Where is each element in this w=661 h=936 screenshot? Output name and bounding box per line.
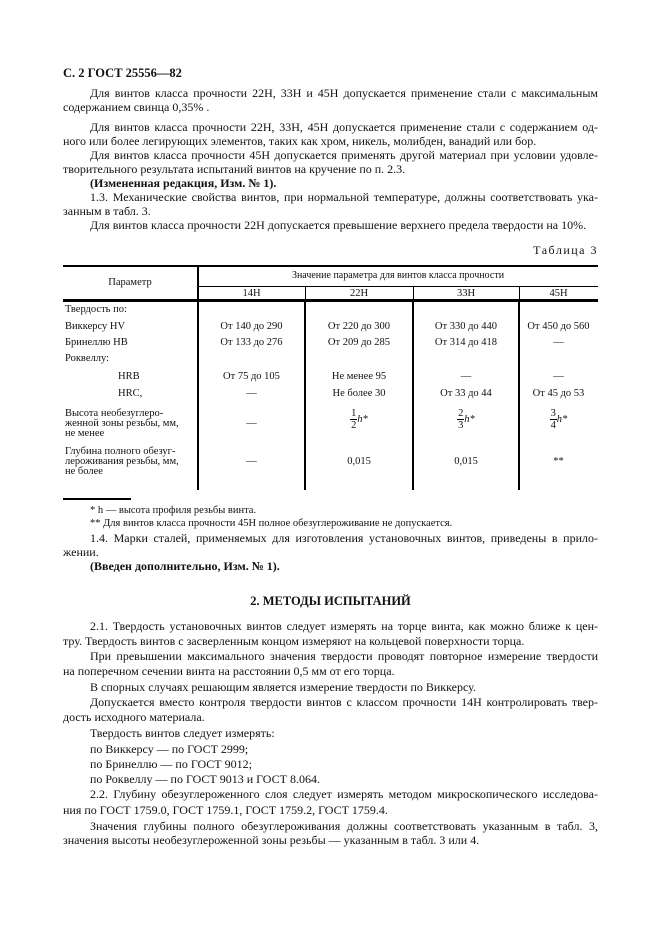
cell: От 450 до 560 [527,321,590,332]
row-label: HRB [118,371,140,382]
cell: — [553,337,564,348]
suffix: h* [464,413,475,425]
table-top-rule [63,265,598,267]
paragraph-measure: Твердость винтов следует измерять: [90,726,275,740]
header-divider [198,286,598,287]
paragraph-22h-hardness: Для винтов класса прочности 22Н допускается превышение верхнего предела твердости на 10%. [90,218,587,232]
text-line: на поперечном сечении винта на расстоянии 0,5 мм от его торца. [63,664,395,678]
denominator: 3 [458,420,464,431]
class-header: 45Н [549,288,568,299]
cell: От 330 до 440 [434,321,498,332]
text-line: ния по ГОСТ 1759.0, ГОСТ 1759.1, ГОСТ 1759.2, ГОСТ 1759.4. [63,803,388,817]
class-header: 33Н [456,288,476,299]
row-label-line: женной зоны резьбы, мм, [65,418,179,429]
text-line: 2.1. Твердость установочных винтов следует измерять на торце винта, как можно ближе к цен- [90,619,598,633]
group-header: Значение параметра для винтов класса прочности [291,270,505,281]
text-line: 1.4. Марки сталей, применяемых для изготовления установочных винтов, приведены в прило- [90,531,598,545]
text-line: Для винтов класса прочности 45Н допускается применять другой материал при условии удовле- [90,148,598,162]
row-label-line: лероживания резьбы, мм, [65,456,179,467]
row-label: Роквеллу: [65,353,109,364]
text-line: 2.2. Глубину обезуглероженного слоя следует измерять методом микроскопического исследова- [90,787,598,801]
text-line: Для винтов класса прочности 22Н, 33Н и 45Н допускается применение стали с максимальным [90,86,598,100]
cell: — [460,371,472,382]
footnote: * h — высота профиля резьбы винта. [90,505,257,516]
numerator: 1 [351,408,357,419]
numerator: 2 [458,408,464,419]
row-label-line: не более [65,466,103,477]
text-line: Для винтов класса прочности 22Н, 33Н, 45Н допускается применение стали с содержанием од- [90,120,598,134]
text-line: занным в табл. 3. [63,204,151,218]
text-line: тру. Твердость винтов с засверленным концом измеряют на кольцевой поверхности торца. [63,634,525,648]
fraction-cell [413,408,519,431]
page-header: С. 2 ГОСТ 25556—82 [63,66,182,80]
method-item: по Бринеллю — по ГОСТ 9012; [90,757,252,771]
text-line: творительного результата испытаний винтов на кручение по п. 2.3. [63,162,406,176]
class-header: 22Н [349,288,369,299]
cell: Не менее 95 [331,371,387,382]
row-label: Бринеллю НВ [65,337,128,348]
row-label-line: Глубина полного обезуг- [65,446,176,457]
amendment-note: (Измененная редакция, Изм. № 1). [90,176,277,190]
cell: От 140 до 290 [220,321,283,332]
text-line: дость исходного материала. [63,710,205,724]
cell: Не более 30 [332,388,386,399]
suffix: h* [556,413,568,425]
row-label: Твердость по: [65,304,127,315]
cell: От 314 до 418 [434,337,498,348]
numerator: 3 [550,408,556,419]
cell: 0,015 [347,456,371,467]
param-header: Параметр [108,277,152,288]
section-title: 2. МЕТОДЫ ИСПЫТАНИЙ [250,594,411,608]
denominator: 4 [550,420,556,431]
cell: — [553,371,564,382]
text-line: При превышении максимального значения твердости проводят повторное измерение твердости [90,649,598,663]
text-line: значения высоты необезуглероженной зоны резьбы — указанным в табл. 3 или 4. [63,833,480,847]
footnote-rule [63,498,131,500]
cell: — [246,418,257,429]
text-line: жении. [63,545,99,559]
text-line: 1.3. Механические свойства винтов, при нормальной температуре, должны соответствовать ука- [90,190,598,204]
cell: От 133 до 276 [220,337,283,348]
text-line: Допускается вместо контроля твердости винтов с классом прочности 14Н контролировать твер- [90,695,598,709]
cell: От 209 до 285 [327,337,391,348]
row-label: HRC, [118,388,143,399]
suffix: h* [357,413,368,425]
cell: — [246,456,257,467]
method-item: по Роквеллу — по ГОСТ 9013 и ГОСТ 8.064. [90,772,320,786]
cell: 0,015 [454,456,478,467]
text-line: ного или более легирующих элементов, таких как хром, никель, молибден, ванадий или бор. [63,134,537,148]
class-header: 14Н [242,288,261,299]
footnote: ** Для винтов класса прочности 45Н полное обезуглероживание не допускается. [90,518,453,529]
cell: От 33 до 44 [440,388,492,399]
row-label: Виккерсу HV [65,321,126,332]
cell: От 220 до 300 [327,321,391,332]
text-line: Значения глубины полного обезуглероживания должны соответствовать указанным в табл. 3, [90,819,598,833]
method-item: по Виккерсу — по ГОСТ 2999; [90,742,249,756]
text-line: содержанием свинца 0,35% . [63,100,210,114]
cell: От 75 до 105 [223,371,280,382]
table-caption: Таблица 3 [533,243,598,257]
fraction-cell [305,408,413,431]
cell: От 45 до 53 [532,388,585,399]
row-label-line: не менее [65,428,105,439]
fraction-cell [519,408,598,431]
cell: ** [553,456,564,467]
cell: — [246,388,257,399]
row-label-line: Высота необезуглеро- [65,408,164,419]
amendment-note: (Введен дополнительно, Изм. № 1). [90,559,280,573]
denominator: 2 [351,420,357,431]
paragraph-dispute: В спорных случаях решающим является измерение твердости по Виккерсу. [90,680,476,694]
